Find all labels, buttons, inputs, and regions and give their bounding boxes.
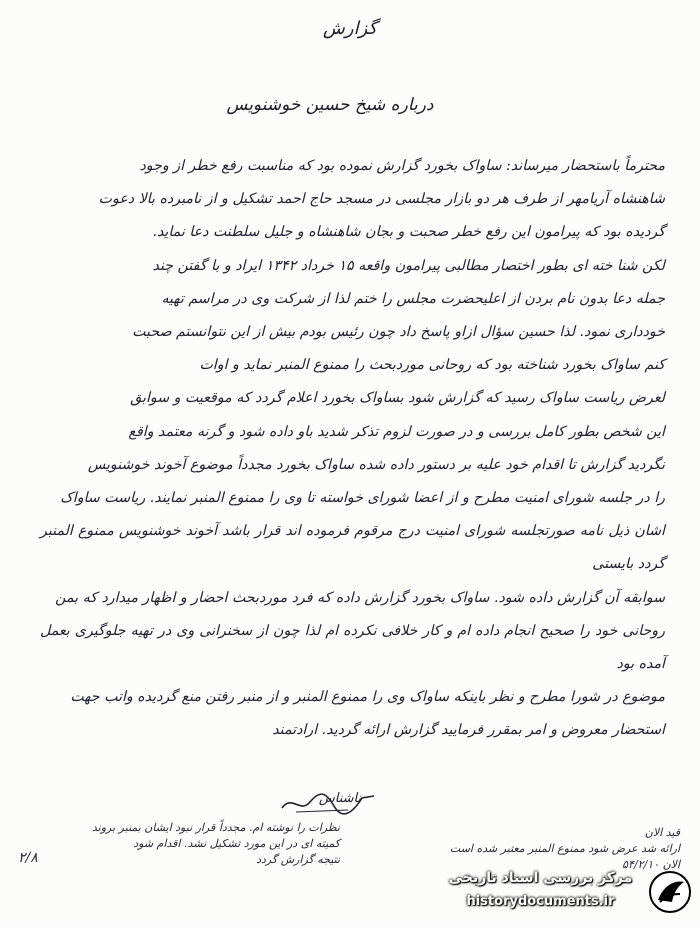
body-line: لکن شنا خته ای بطور اختصار مطالبی پیرامون واقعه ۱۵ خرداد ۱۳۴۲ ایراد و با گفتن چند [152, 257, 665, 274]
body-line: اشان ذیل نامه صورتجلسه شورای امنیت درج مرقوم فرموده اند قرار باشد آخوند خوشنویس ممنوع المنبر گردد بایستی [40, 523, 665, 573]
footer-right-line: قید الان [644, 826, 680, 839]
footer-right-line: ارائه شد عرض شود ممنوع المنبر معتبر شده است [449, 842, 680, 855]
body-line: خودداری نمود. لذا حسین سؤال ازاو پاسخ داد چون رئیس بودم بیش از این نتوانستم صحبت [132, 324, 665, 341]
body-line: محترماً باستحضار میرساند: ساواک بخورد گزارش نموده بود که مناسبت رفع خطر از وجود [139, 158, 665, 174]
body-line: شاهنشاه آریامهر از طرف هر دو بازار مجلسی در مسجد حاج احمد تشکیل و از نامبرده بالا دعوت [98, 191, 665, 208]
footer-left-line: کمیته ای در این مورد تشکیل نشد. اقدام شود [133, 837, 340, 850]
footer-right-line: الان ۵۴/۲/۱۰ [622, 858, 680, 871]
watermark [438, 868, 693, 920]
body-line: نگردید گزارش تا اقدام خود علیه بر دستور داده شده ساواک بخورد مجدداً موضوع آخوند خوشنویس [87, 456, 665, 473]
body-line: موضوع در شورا مطرح و نظر باینکه ساواک وی را ممنوع المنبر و از منبر رفتن منع گردیده واتب جهت [70, 689, 665, 706]
footer-left-line: نظرات را نوشته ام. مجدداً قرار نبود ایشان بمنبر بروند [91, 821, 340, 834]
body-line: کنم ساواک بخورد شناخته بود که روحانی موردبحث را ممنوع المنبر نماید و اوات [199, 357, 665, 374]
footer-left-line: نتیجه گزارش گردد [256, 853, 340, 866]
watermark-title: مرکز بررسی اسناد تاریخی [448, 870, 633, 886]
body-line: لعرض ریاست ساواک رسید که گزارش شود بساواک بخورد اعلام گردد که موقعیت و سوابق [130, 390, 665, 407]
body-line: جمله دعا بدون نام بردن از اعلیحضرت مجلس را ختم لذا از شرکت وی در مراسم تهیه [161, 290, 665, 307]
body-line: روحانی خود را صحیح انجام داده ام و کار خلافی نکرده ام لذا چون از سخنرانی وی در تهیه جلوگیری بعمل آمده بود [40, 622, 665, 673]
body-line: این شخص بطور کامل بررسی و در صورت لزوم تذکر شدید باو داده شود و گرنه معتمد واقع [128, 423, 665, 440]
document-title: گزارش [322, 18, 378, 39]
signature-name: ناشناس [318, 791, 362, 806]
watermark-url: historydocuments.ir [466, 894, 615, 909]
footer-note-left [80, 820, 340, 868]
book-emblem-icon [648, 870, 692, 914]
footer-note-right [380, 825, 680, 873]
body-line: گردیده بود که پیرامون این رفع خطر صحبت و بجان شاهنشاه و جلیل سلطنت دعا نماید. [152, 224, 665, 241]
body-line: را در جلسه شورای امنیت مطرح و از اعضا شورای خواسته تا وی را ممنوع المنبر نمایند. ریاست ساواک [60, 490, 665, 507]
document-body [40, 150, 665, 748]
body-line: سوابقه آن گزارش داده شود. ساواک بخورد گزارش داده که فرد موردبحث احضار و اظهار میدارد که بمن [55, 589, 665, 606]
page-number: ۲/۸ [18, 850, 38, 866]
document-subject: درباره شیخ حسین خوشنویس [226, 95, 434, 115]
body-line: استحضار معروض و امر بمقرر فرمایید گزارش ارائه گردید. ارادتمند [272, 722, 665, 739]
